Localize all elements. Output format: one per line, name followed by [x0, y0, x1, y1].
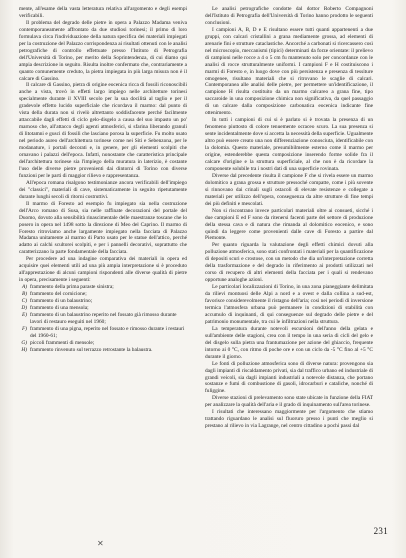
page-number: 231 [373, 526, 388, 536]
list-item [19, 312, 187, 326]
paragraph: Le particolari localizzazioni di Torino, in una zona pianeggiante delimitata da rilievi montuosi delle Alpi a nord e a ovest e dalla collina a sud-est, favorisce considerevolmente il ristagno dell'aria; così nei periodi di inversione termica l'atmosfera urbana può permanere in condizioni di stabilità con accumulo di inquinanti, di qui conseguenze sul degrado delle pietre e del patrimonio monumentale, tra cui le infiltrazioni nella struttura. [205, 284, 373, 325]
paragraph: mente, all'esame della vasta letteratura relativa all'argomento e degli esempi verificabili. [19, 6, 187, 19]
right-column [205, 6, 373, 430]
sample-key: D) [21, 304, 27, 311]
sample-text: frammento di una pigna, reperito nel fossato e rimosso durante i restauri del 1960-61; [30, 325, 185, 339]
paragraph: Le analisi petrografiche condotte dal dottor Roberto Compagnoni dell'Istituto di Petrografia dell'Università di Torino hanno prodotto le seguenti conclusioni. [205, 6, 373, 26]
paragraph: Non si riscontrano invece particolari materiali oltre ai consueti, sicché i due campioni E ed F sono da ritenersi facenti parte del settore di produzione della stessa cava e di natura che rimanda al dolomitico eocenico, e sono quindi da leggere come provenienti dalle cave di Foresto a partire dal Piemonte. [205, 207, 373, 242]
sample-text: frammento di un balaustrino; [30, 298, 93, 305]
sample-text: frammento del cornicione; [30, 291, 87, 298]
paragraph: Le fonti di polluzione atmosferica sono di diverse natura: provengono sia dagli impianti di riscaldamento privati, sia dal traffico urbano ed industriale di grandi veicoli, sia dagli impianti industriali a notevole distanza, che portano sostanze e fumi di combustione di gasoli, idrocarburi e cataliche, nonché di fuliggine. [205, 360, 373, 395]
paragraph: La temperatura durante notevoli escursioni dell'anno della gelata e sull'ambiente delle stagioni, crea con il tempo in una seria di cicli del gelo e del disgelo sulla pietra una frantumazione per azione del ghiaccio, frequente intorno ai 0 °C, con ritmo di poche ore e con un ciclo da -5 °C fino al +5 °C durante il giorno. [205, 325, 373, 360]
sample-key: E) [21, 311, 27, 318]
list-item [19, 298, 187, 305]
paragraph: Diverse dal precedente risulta il campione F che si rivela essere un marmo dolomitico a grana grossa e strutture pressoché compatte, come i più sovente si rinnovano dai crinali sugli ostacoli di elevate resistenze e collegate a materiali per utilizzo dell'opera, conseguenza da altre strutture di fine tempi dei più definiti e mescolati. [205, 172, 373, 207]
list-item [19, 326, 187, 340]
paragraph: I campioni A, B, D e E risultano essere tutti quanti appartenenti a due gruppi, con calcari cristallini a grana mediamente grossa, ad elementi di arenarie fini e strutture cataclastiche. Ancorché a carbonati si ricercassero così nel microscopio, meccanismi (tipici) determinati da forze orientate: il prelievo di campioni nelle rocce a 4 o 5 cm fu mantenuto solo per concordanze con le analisi di rocce strutturalmente uniformi. I campioni F e H costituiscono i marmi di Foresto e, in luogo dove con più persistenza e presenza di tessiture omogenee, risultano materiali che si ritrovano le scaglie di calcari. Contemporanea alle analisi delle pietre, per permettere un'identificazione, il campione H risulta costituito da un marmo calcareo a grana fine, tipo saccaroide in una composizione chimica non significativa, da quel passaggio di un calcare dalla composizione carbonatica eocenica indicante fine ottenimento. [205, 26, 373, 117]
paragraph: Diverse stazioni di prelevamento sono state ubicate in funzione della FIAT per analizzare la qualità dell'aria e il grado di inquinamento sull'area torinese. [205, 395, 373, 409]
sample-key: B) [21, 291, 27, 298]
sample-text: frammento della prima paraste sinistra; [30, 284, 114, 291]
list-item [19, 305, 187, 312]
sample-key: G) [21, 339, 27, 346]
sample-text: frammento di un balaustrino reperito nel fossato già rimosso durante lavori di restauro eseguiti nel 1960; [30, 311, 177, 325]
paragraph: All'epoca romana risalgono testimonianze ancora verificabili dell'impiego dei "classici", materiali di cave, sistematicamente in seguito ripetutamente durante lunghi secoli di ritorni costruttivi. [19, 179, 187, 200]
sample-text: piccoli frammenti di mensole; [30, 339, 95, 346]
sample-text: frammento di una mensola; [30, 304, 89, 311]
list-item [19, 291, 187, 298]
paragraph: Per procedere ad una indagine comparativa dei materiali in opera ed acquisire quei elementi utili ad una più ampia interpretazione si è proceduto all'apprestazione di alcuni campioni rispondenti alle diverse qualità di pietre in opera, precisamente i seguenti: [19, 256, 187, 284]
list-item [19, 347, 187, 354]
sample-key: F) [21, 325, 27, 332]
footer-mark: ✕ [97, 539, 104, 548]
sample-key: A) [21, 284, 27, 291]
paragraph: Il problema del degrado delle pietre in opera a Palazzo Madama veniva contemporaneamente affrontato da due studiosi torinesi; il primo di loro formulava circa l'individuazione della natura specifica dei materiali impiegati per la costruzione del Palazzo corrispondenza ai risultati ottenuti con le analisi petrografiche di controllo effettuate presso l'Istituto di Petrografia dell'Università di Torino, per merito della Soprintendenza, di cui diamo qui ampia descrizione in seguito. Risulta inoltre confermato che, contrariamente a quanto comunemente creduto, la pietra impiegata in più larga misura non è il calcare di Gassino. [19, 19, 187, 82]
sample-key: H) [21, 346, 27, 353]
sample-text: frammento rinvenuto sul terrazzo retrostante la balaustra. [30, 346, 153, 353]
list-item [19, 340, 187, 347]
paragraph: Per quanto riguarda la valutazione degli effetti chimici dovuti alla polluzione atmosferica, sono stati confrontati i materiali per la quantificazione di depositi scuri e crostose, con un metodo che dia un'interpretazione corretta della trasformazione e del degrado in riferimento ai prodotti utilizzati nel corso di recupero di altri elementi della facciata per i quali si rendevano opportune analoghe azioni. [205, 242, 373, 284]
sample-list [19, 284, 187, 354]
paragraph: I risultati che interessano maggiormente per l'argomento che stiamo trattando riguardano le analisi sul fluoruro presso i punti che meglio si prestano al rilievo in via Lagrange, nel centro cittadino a pochi passi dal [205, 409, 373, 430]
left-column [19, 6, 187, 354]
paragraph: Il calcare di Gassino, pietra di origine eocenica ricca di fossili riconoscibili anche a vista, trovò in effetti largo impiego nelle architetture torinesi specialmente durante il XVIII secolo per la sua docilità al taglio e per il gradevole effetto lucido superficiale che ricordava il marmo: dal punto di vista della durata non si rivelò altrettanto soddisfacente perché facilmente attaccabile dagli effetti di ciclo gelo-disgelo a causa del suo impasto un po' marnoso che, all'attacco degli agenti atmosferici, si sfarina liberando granuli di litotamni e gusci di fossili che lasciano porosa la superficie. Fu molto usato nel periodo aureo dell'architettura torinese come nei Siti e Sebenzona, per le modanature, i portali decorati e, in genere, per gli elementi scolpiti che ornavano i palazzi dell'epoca. Infatti, nonostante che caratteristica principale dell'architettura torinese sia l'impiego della muratura in laterizio, è costante l'uso delle diverse pietre provenienti dai dintorni di Torino con diverse funzioni per le parti di maggior rilievo e rappresentanza. [19, 82, 187, 179]
paragraph: Il marmo di Foresto ad esempio fu impiegato sia nella costruzione dell'Arco romano di Susa, sia nelle raffinate decorazioni del portale del Duomo, dovuto alla sensibilità rinascimentale delle maestranze toscane che lo posero in opera nel 1498 sotto la direzione di Meo del Caprino. Il marmo di Foresto ritroviamo anche largamente impiegato nella facciata di Palazzo Madama unitamente al marmo di Parto usato per le statue dell'attico, perché adatto ai calchi scultorei scolpiti, e per i pannelli decorativi, soprattutto che caratterizzano la parte fondamentale della facciata. [19, 200, 187, 256]
paragraph: In tutti i campioni di cui si è parlato si è trovata la presenza di un fenomeno piuttosto di colore tenuemente ocraceo scuro. La sua presenza si sente incidentalmente dove si accetta la necessità della superficie. Ugualmente altro può essere creato una non differenziazione conosciuta, identificabile con la dolomia. Questo materiale, presumibilmente esterno come il marmo per origine, estenderebbe questa composizione inserendo forme solide fra il calcare d'origine e la struttura superficiale, al che non è da ricordare la componente solubile tra i nostri dati di una superficie rovinata. [205, 117, 373, 172]
sample-key: C) [21, 298, 27, 305]
